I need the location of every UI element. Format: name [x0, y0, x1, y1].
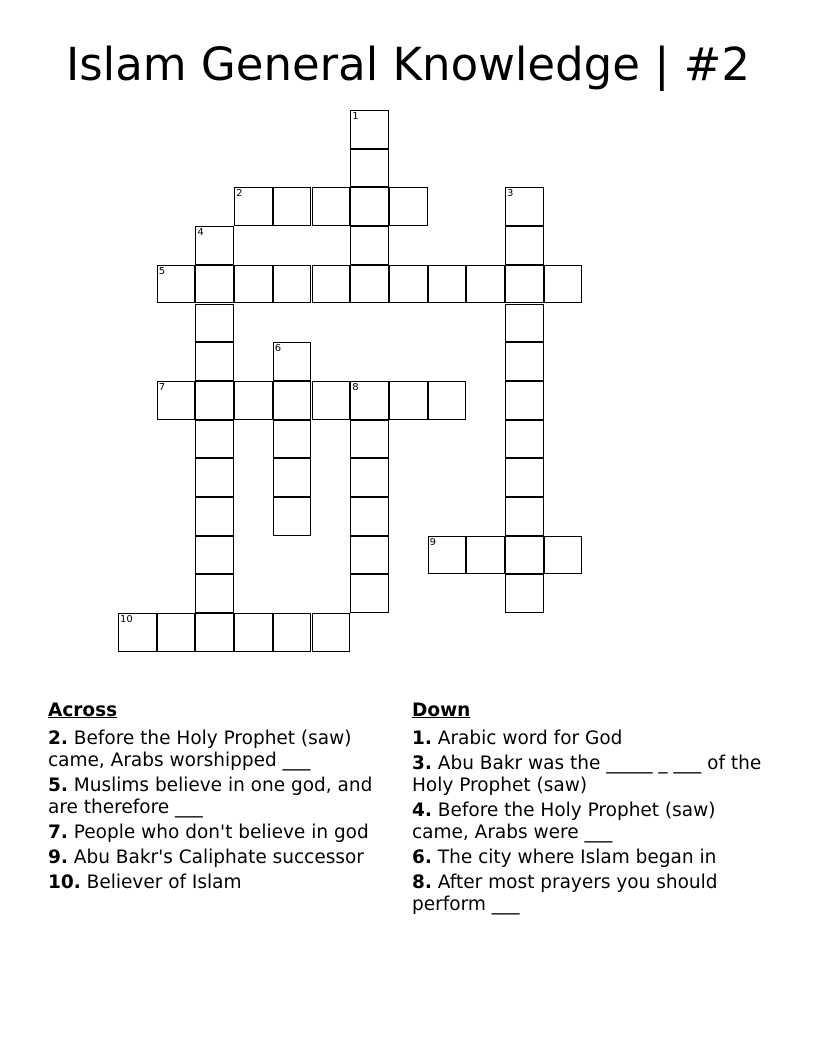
grid-cell[interactable] [505, 265, 544, 304]
grid-cell[interactable] [195, 304, 234, 343]
clue-text: After most prayers you should perform ___ [412, 872, 718, 915]
grid-cell[interactable] [195, 613, 234, 652]
grid-cell[interactable] [350, 574, 389, 613]
clue-number: 5. [48, 775, 68, 796]
grid-cell[interactable] [273, 613, 312, 652]
clue-number-label: 4 [197, 227, 204, 239]
grid-cell[interactable] [466, 265, 505, 304]
grid-cell[interactable] [428, 536, 467, 575]
clue-down-6 [412, 847, 768, 869]
clue-number: 10. [48, 872, 81, 893]
clue-text: People who don't believe in god [73, 822, 369, 843]
grid-cell[interactable] [157, 613, 196, 652]
clue-down-8 [412, 872, 768, 916]
across-clues [48, 700, 404, 897]
grid-cell[interactable] [195, 574, 234, 613]
clue-text: Abu Bakr's Caliphate successor [73, 847, 364, 868]
grid-cell[interactable] [350, 265, 389, 304]
grid-cell[interactable] [505, 226, 544, 265]
down-heading: Down [412, 700, 471, 721]
clue-number-label: 2 [236, 188, 243, 200]
clue-text: Before the Holy Prophet (saw) came, Arabs worshipped ___ [48, 728, 352, 771]
clue-number-label: 7 [158, 381, 166, 393]
grid-cell[interactable] [389, 265, 428, 304]
grid-cell[interactable] [157, 381, 196, 420]
clue-across-10 [48, 872, 404, 894]
grid-cell[interactable] [312, 187, 351, 226]
grid-cell[interactable] [273, 265, 312, 304]
grid-cell[interactable] [505, 304, 544, 343]
grid-cell[interactable] [312, 613, 351, 652]
clue-number-label: 1 [352, 111, 359, 122]
grid-cell[interactable] [350, 226, 389, 265]
clue-number: 2. [48, 728, 68, 749]
clue-down-4 [412, 800, 768, 844]
clue-number: 7. [48, 822, 68, 843]
clue-number: 4. [412, 800, 432, 821]
grid-cell[interactable] [350, 187, 389, 226]
grid-cell[interactable] [505, 497, 544, 536]
grid-cell[interactable] [505, 342, 544, 381]
grid-cell[interactable] [389, 381, 428, 420]
grid-cell[interactable] [234, 381, 273, 420]
clue-number: 3. [412, 753, 432, 774]
grid-cell[interactable] [428, 381, 467, 420]
grid-cell[interactable] [234, 187, 273, 226]
grid-cell[interactable] [273, 342, 312, 381]
grid-cell[interactable] [195, 420, 234, 459]
down-clues [412, 700, 768, 919]
clue-number-label: 9 [429, 536, 436, 548]
grid-cell[interactable] [505, 187, 544, 226]
clue-across-7 [48, 822, 404, 844]
clue-number-label: 3 [507, 188, 514, 200]
grid-cell[interactable] [505, 381, 544, 420]
grid-cell[interactable] [544, 536, 583, 575]
grid-cell[interactable] [544, 265, 583, 304]
grid-cell[interactable] [195, 536, 234, 575]
grid-cell[interactable] [118, 613, 157, 652]
clue-across-2 [48, 728, 404, 772]
grid-cell[interactable] [273, 458, 312, 497]
clue-text: Before the Holy Prophet (saw) came, Arabs were ___ [412, 800, 716, 843]
grid-cell[interactable] [195, 458, 234, 497]
clue-number-label: 6 [274, 343, 282, 355]
grid-cell[interactable] [195, 265, 234, 304]
grid-cell[interactable] [466, 536, 505, 575]
grid-cell[interactable] [273, 187, 312, 226]
clue-number-label: 8 [352, 381, 359, 393]
clue-number: 6. [412, 847, 432, 868]
clue-number: 1. [412, 728, 432, 749]
grid-cell[interactable] [350, 458, 389, 497]
grid-cell[interactable] [157, 265, 196, 304]
clue-across-9 [48, 847, 404, 869]
clue-number: 9. [48, 847, 68, 868]
grid-cell[interactable] [350, 149, 389, 188]
clue-across-5 [48, 775, 404, 819]
grid-cell[interactable] [234, 265, 273, 304]
grid-cell[interactable] [312, 381, 351, 420]
clue-text: The city where Islam began in [437, 847, 717, 868]
clue-number: 8. [412, 872, 432, 893]
grid-cell[interactable] [273, 381, 312, 420]
grid-cell[interactable] [505, 458, 544, 497]
grid-cell[interactable] [195, 226, 234, 265]
grid-cell[interactable] [350, 420, 389, 459]
grid-cell[interactable] [195, 342, 234, 381]
grid-cell[interactable] [234, 613, 273, 652]
grid-cell[interactable] [505, 420, 544, 459]
page-title: Islam General Knowledge | #2 [65, 38, 751, 91]
grid-cell[interactable] [350, 381, 389, 420]
grid-cell[interactable] [273, 497, 312, 536]
clue-text: Muslims believe in one god, and are therefore ___ [48, 775, 373, 818]
grid-cell[interactable] [312, 265, 351, 304]
clue-text: Abu Bakr was the _____ _ ___ of the Holy Prophet (saw) [412, 753, 762, 796]
grid-cell[interactable] [428, 265, 467, 304]
grid-cell[interactable] [350, 497, 389, 536]
clue-down-3 [412, 753, 768, 797]
grid-cell[interactable] [273, 420, 312, 459]
clue-down-1 [412, 728, 768, 750]
grid-cell[interactable] [350, 536, 389, 575]
grid-cell[interactable] [350, 110, 389, 149]
grid-cell[interactable] [195, 497, 234, 536]
clue-number-label: 5 [158, 265, 166, 277]
grid-cell[interactable] [505, 574, 544, 613]
grid-cell[interactable] [389, 187, 428, 226]
grid-cell[interactable] [195, 381, 234, 420]
across-heading: Across [48, 700, 118, 721]
clue-text: Believer of Islam [86, 872, 242, 893]
clue-number-label: 10 [120, 614, 133, 626]
grid-cell[interactable] [505, 536, 544, 575]
clue-text: Arabic word for God [437, 728, 623, 749]
